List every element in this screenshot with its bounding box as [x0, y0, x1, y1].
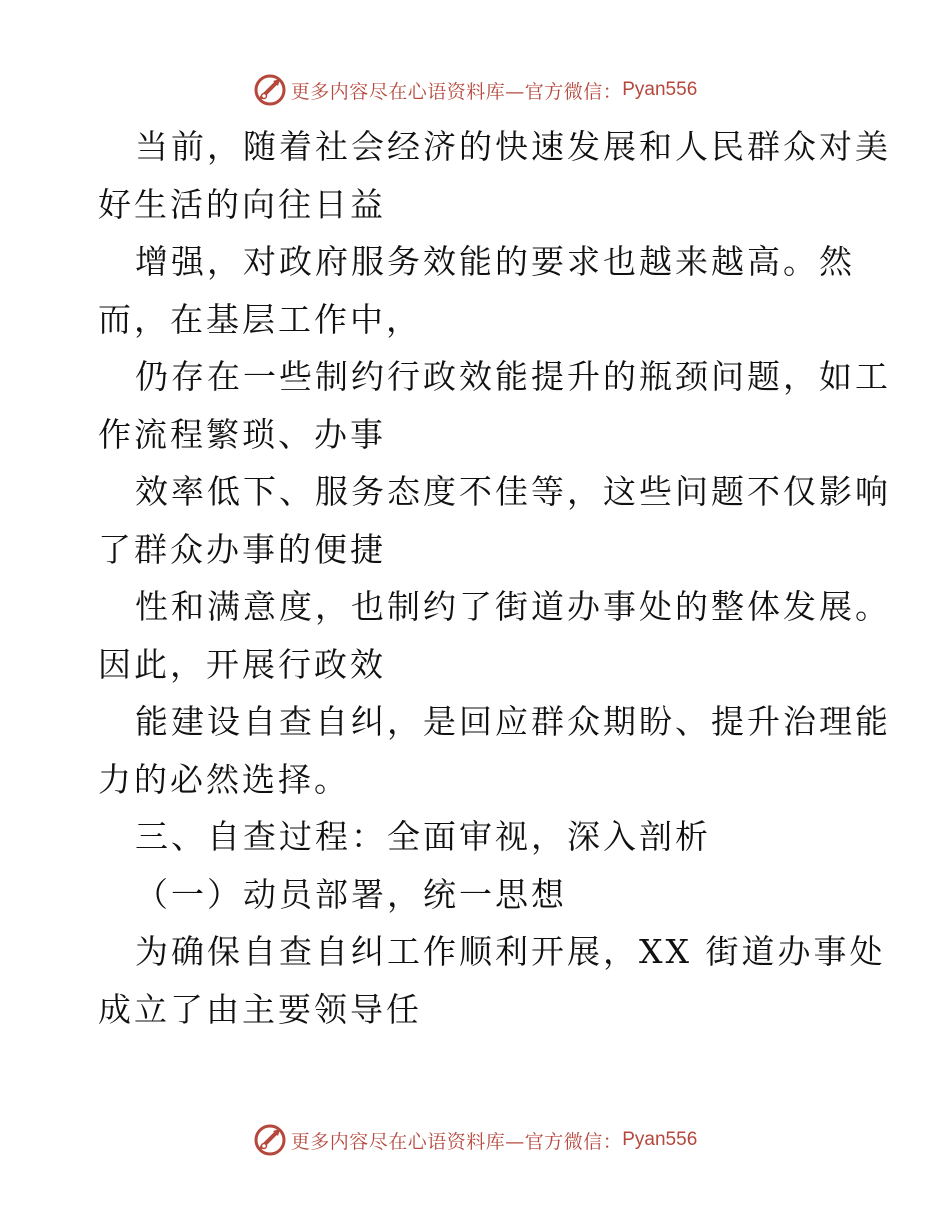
header-watermark	[0, 70, 950, 110]
paragraph	[98, 348, 891, 463]
paragraph	[98, 463, 891, 578]
text-line: 好生活的向往日益	[98, 184, 386, 224]
brush-logo-icon	[253, 73, 287, 107]
watermark-text: 更多内容尽在心语资料库—官方微信：	[290, 80, 623, 103]
text-line: （一）动员部署，统一思想	[135, 874, 567, 914]
section-heading	[98, 808, 858, 866]
text-line: 能建设自查自纠，是回应群众期盼、提升治理能	[135, 702, 891, 741]
text-line: 而，在基层工作中，	[98, 299, 422, 339]
paragraph	[98, 578, 891, 693]
text-line: 为确保自查自纠工作顺利开展，XX 街道办事处	[135, 932, 886, 971]
watermark-wechat-id: Pyan556	[622, 1129, 698, 1150]
brush-logo-icon	[253, 1123, 287, 1157]
paragraph	[98, 693, 891, 808]
text-line: 效率低下、服务态度不佳等，这些问题不仅影响	[135, 472, 891, 511]
watermark-wechat-id: Pyan556	[622, 79, 698, 100]
footer-watermark	[0, 1120, 950, 1160]
paragraph	[98, 233, 858, 348]
subsection-heading	[98, 866, 858, 924]
text-line: 仍存在一些制约行政效能提升的瓶颈问题，如工	[135, 357, 891, 396]
paragraph	[98, 118, 891, 233]
document-body	[98, 118, 891, 1038]
text-line: 增强，对政府服务效能的要求也越来越高。然	[135, 242, 855, 281]
text-line: 了群众办事的便捷	[98, 529, 386, 569]
text-line: 力的必然选择。	[98, 759, 350, 799]
text-line: 当前，随着社会经济的快速发展和人民群众对美	[135, 127, 891, 166]
text-line: 性和满意度，也制约了街道办事处的整体发展。	[135, 587, 891, 626]
watermark-text: 更多内容尽在心语资料库—官方微信：	[290, 1130, 623, 1153]
text-line: 成立了由主要领导任	[98, 989, 422, 1029]
text-line: 作流程繁琐、办事	[98, 414, 386, 454]
text-line: 三、自查过程：全面审视，深入剖析	[135, 817, 711, 856]
text-line: 因此，开展行政效	[98, 644, 386, 684]
paragraph	[98, 923, 886, 1038]
